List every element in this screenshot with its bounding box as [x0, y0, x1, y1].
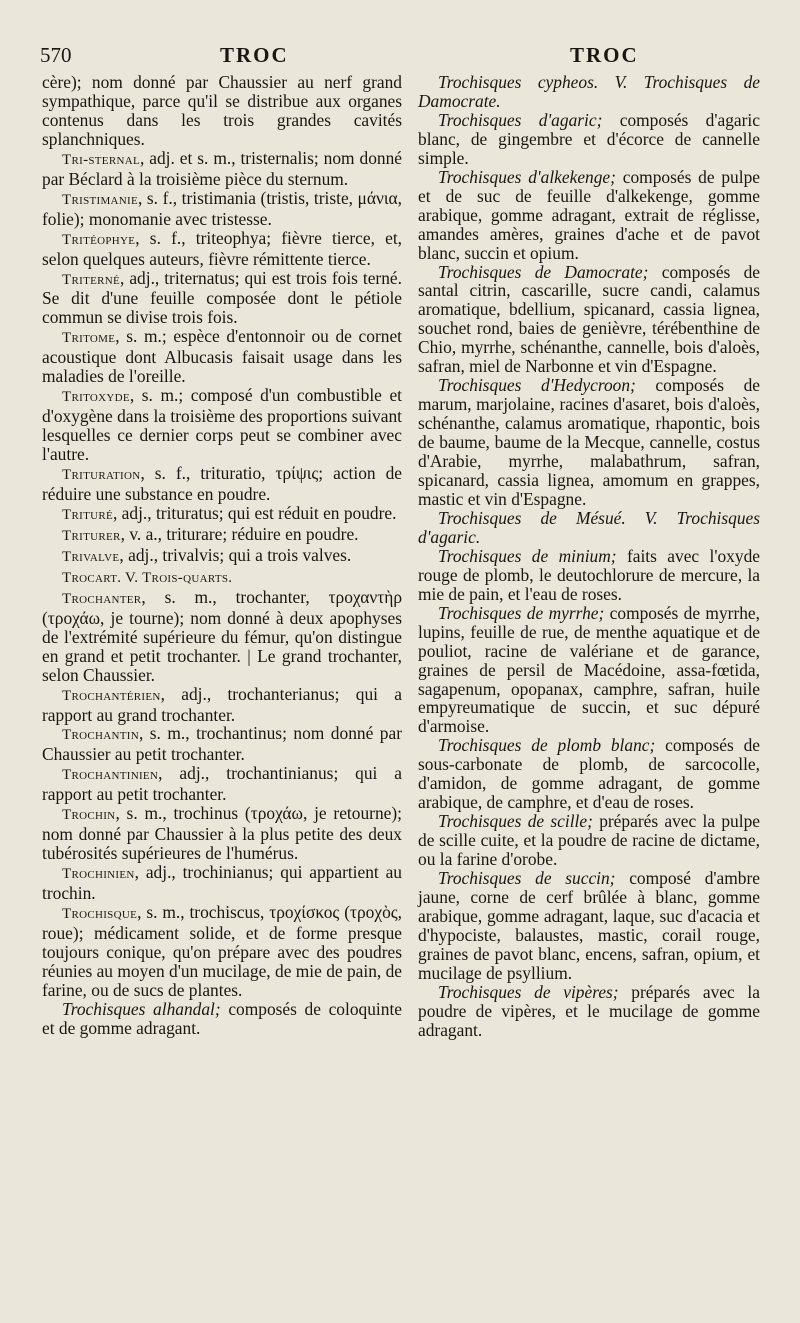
entry-headword: Trochisques de scille; — [438, 811, 593, 832]
entry-body: , adj., trochantinianus; qui a rapport au petit trochanter. — [42, 763, 402, 805]
entry-body: composés d'agaric blanc, de gingembre et d'écorce de cannelle simple. — [418, 109, 760, 168]
entry-body: , s. m.; espèce d'entonnoir ou de cornet acoustique dont Albucasis faisait usage dans les maladies de l'oreille. — [42, 326, 402, 387]
entry-body: , s. m., trochanter, τροχαντὴρ (τροχάω, je tourne); nom donné à deux apophyses de l'extrémité supérieure du fémur, qu'on distingue en grand et petit trochanter. | Le grand trochanter, selon Chaussier. — [42, 586, 402, 685]
entry-headword: Trochisques de Damocrate; — [438, 261, 649, 282]
entry-trochisques-alhandal — [42, 1000, 402, 1038]
entry-trochisques-mesue — [418, 509, 760, 547]
left-running-head: TROC — [220, 43, 289, 67]
entry-body: composés de myrrhe, lupins, feuille de rue, de menthe aquatique et de pouliot, racine de valériane et de garance, graines de persil de Macédoine, assa-fœtida, sagapenum, opopanax, camphre, safran, huile empyreumatique de succin, et suc dépuré d'armoise. — [418, 602, 760, 737]
entry-body: , adj. et s. m., tristernalis; nom donné par Béclard à la troisième pièce du sternum. — [42, 147, 402, 189]
entry-headword: Trochisques d'agaric; — [438, 109, 603, 130]
entry-headword: Trochisques d'alkekenge; — [438, 166, 616, 187]
entry-headword: Tri-sternal — [62, 151, 140, 168]
entry-trochisques-hedycroon — [418, 376, 760, 509]
entry-headword: Trochantérien — [62, 687, 161, 704]
entry-body: , s. m., trochiscus, τροχίσκος (τροχὸς, roue); médicament solide, et de forme presque toujours conique, qu'on prépare avec des poudres réunies au moyen d'un mucilage, de mie de pain, de farine, ou de sucs de plantes. — [42, 902, 403, 1000]
entry-body: composés de santal citrin, cascarille, sucre candi, calamus aromatique, bdellium, spicanard, cassia lignea, souchet rond, baies de genièvre, térébenthine de Chio, myrrhe, schénanthe, cannelle, bois d'aloès, safran, miel de Narbonne et vin d'Espagne. — [418, 261, 761, 377]
entry-headword: Trochisques de Mésué. V. Trochisques d'agaric. — [418, 507, 760, 547]
entry-headword: Tritéophye — [62, 231, 136, 248]
entry-triteophye — [42, 229, 402, 269]
entry-headword: Trochisques de minium; — [438, 545, 617, 566]
entry-trochisques-damocrate — [418, 263, 760, 377]
entry-tri-sternal — [42, 149, 402, 189]
entry-trochisques-cypheos — [418, 73, 760, 111]
entry-trochisques-scille — [418, 812, 760, 869]
entry-triture — [42, 504, 402, 525]
entry-triterne — [42, 269, 402, 328]
entry-trochin — [42, 804, 402, 863]
entry-headword: Trochisques de succin; — [438, 868, 616, 889]
entry-body: composés de pulpe et de suc de feuille d'alkekenge, gomme arabique, gomme adragant, extrait de réglisse, amandes amères, graines d'ache et de pavot blanc, succin et opium. — [418, 166, 760, 263]
entry-trochisques-agaric — [418, 111, 760, 168]
entry-trituration — [42, 464, 402, 504]
entry-headword: Trochisques de vipères; — [438, 981, 619, 1002]
entry-trochisques-minium — [418, 547, 760, 604]
entry-tritome — [42, 327, 402, 386]
entry-body: , s. f., trituratio, τρίψις; action de réduire une substance en poudre. — [42, 463, 402, 505]
entry-headword: Trochantinien — [62, 767, 159, 784]
entry-continuation: cère); nom donné par Chaussier au nerf grand sympathique, parce qu'il se distribue aux organes contenus dans les trois grandes cavités splanchniques. — [42, 72, 402, 149]
entry-trochisques-viperes — [418, 983, 760, 1040]
entry-trocart — [42, 567, 402, 588]
entry-headword: Trochisque — [62, 906, 138, 923]
entry-body: composés de coloquinte et de gomme adragant. — [42, 998, 402, 1038]
left-column — [42, 73, 402, 1038]
running-header — [40, 43, 755, 73]
entry-triturer — [42, 525, 402, 546]
right-column — [418, 73, 760, 1040]
entry-body: préparés avec la pulpe de scille cuite, et la poudre de racine de dictame, ou la farine d'orobe. — [418, 811, 760, 870]
entry-headword: Trituré — [62, 506, 113, 523]
entry-trochantinien — [42, 764, 402, 804]
entry-body: , adj., trivalvis; qui a trois valves. — [119, 544, 352, 565]
entry-body: composés de sous-carbonate de plomb, de sarcocolle, d'amidon, de gomme adragant, de gomme arabique, de camphre, et d'eau de roses. — [418, 735, 760, 813]
entry-trochanterien — [42, 685, 402, 725]
entry-body: , s. f., triteophya; fièvre tierce, et, selon quelques auteurs, fièvre rémittente tierce. — [42, 227, 402, 269]
entry-trochanter — [42, 588, 402, 685]
entry-trochisques-myrrhe — [418, 604, 760, 737]
entry-trivalve — [42, 546, 402, 567]
entry-body: , v. a., triturare; réduire en poudre. — [120, 523, 359, 544]
entry-headword: Trochinien — [62, 866, 135, 883]
entry-trochisques-succin — [418, 869, 760, 983]
entry-body: composé d'ambre jaune, corne de cerf brûlée à blanc, gomme arabique, gomme adragant, laque, suc d'acacia et d'hypociste, balaustes, mastic, corail rouge, graines de pavot blanc, encens, safran, opium, et mucilage de psyllium. — [418, 868, 761, 983]
entry-headword: Tritome — [62, 330, 116, 347]
entry-body: , adj., trochanterianus; qui a rapport au grand trochanter. — [42, 683, 402, 725]
entry-body: composés de marum, marjolaine, racines d'asaret, bois d'aloès, schénanthe, calamus aromatique, rhapontic, bois de baume, baume de la Mecque, cannelle, costus d'Arabie, myrrhe, malabathrum, safran, spicanard, cassia lignea, amomum en grappes, mastic et vin d'Espagne. — [418, 375, 760, 509]
entry-headword: Triterné — [62, 271, 121, 288]
entry-trochantin — [42, 724, 402, 764]
entry-body: , adj., triternatus; qui est trois fois terné. Se dit d'une feuille composée dont le pétiole commun se divise trois fois. — [42, 267, 402, 328]
entry-body: , s. m.; composé d'un combustible et d'oxygène dans la troisième des proportions suivant lesquelles ce dernier corps peut se combiner avec l'autre. — [42, 385, 402, 465]
entry-headword: Triturer — [62, 527, 121, 544]
entry-headword: Tristimanie — [62, 191, 139, 208]
entry-body: , s. m., trochantinus; nom donné par Chaussier au petit trochanter. — [42, 723, 402, 765]
entry-trochisque — [42, 903, 402, 1000]
entry-body: , adj., trituratus; qui est réduit en poudre. — [112, 502, 397, 523]
entry-headword: Trochisques alhandal; — [62, 998, 221, 1019]
entry-headword: Trochisques d'Hedycroon; — [438, 375, 636, 396]
entry-trochisques-plomb-blanc — [418, 736, 760, 812]
entry-trochisques-alkekenge — [418, 168, 760, 263]
entry-body: faits avec l'oxyde rouge de plomb, le deutochlorure de mercure, la mie de pain, et l'eau de roses. — [418, 545, 760, 604]
page-number: 570 — [40, 43, 72, 67]
entry-trochinien — [42, 863, 402, 903]
entry-tristimanie — [42, 189, 402, 229]
entry-headword: Trochanter — [62, 590, 142, 607]
entry-body: V. Trois-quarts. — [121, 569, 233, 586]
entry-headword: Tritoxyde — [62, 389, 130, 406]
entry-body: préparés avec la poudre de vipères, et le mucilage de gomme adragant. — [418, 981, 760, 1040]
entry-body: , s. m., trochinus (τροχάω, je retourne); nom donné par Chaussier à la plus petite des deux tubérosités supérieures de l'humérus. — [42, 803, 402, 864]
entry-body: , s. f., tristimania (tristis, triste, μάνια, folie); monomanie avec tristesse. — [42, 187, 402, 229]
entry-body: , adj., trochinianus; qui appartient au trochin. — [42, 862, 402, 904]
entry-headword: Trochantin — [62, 727, 139, 744]
entry-tritoxyde — [42, 386, 402, 464]
entry-headword: Trochisques cypheos. V. Trochisques de Damocrate. — [418, 72, 760, 111]
entry-headword: Trituration — [62, 467, 141, 484]
right-running-head: TROC — [570, 43, 639, 67]
entry-headword: Trochisques de myrrhe; — [438, 602, 605, 623]
entry-headword: Trochisques de plomb blanc; — [438, 735, 656, 756]
entry-headword: Trocart. — [62, 569, 122, 586]
entry-headword: Trochin — [62, 807, 116, 824]
entry-headword: Trivalve — [62, 548, 120, 565]
